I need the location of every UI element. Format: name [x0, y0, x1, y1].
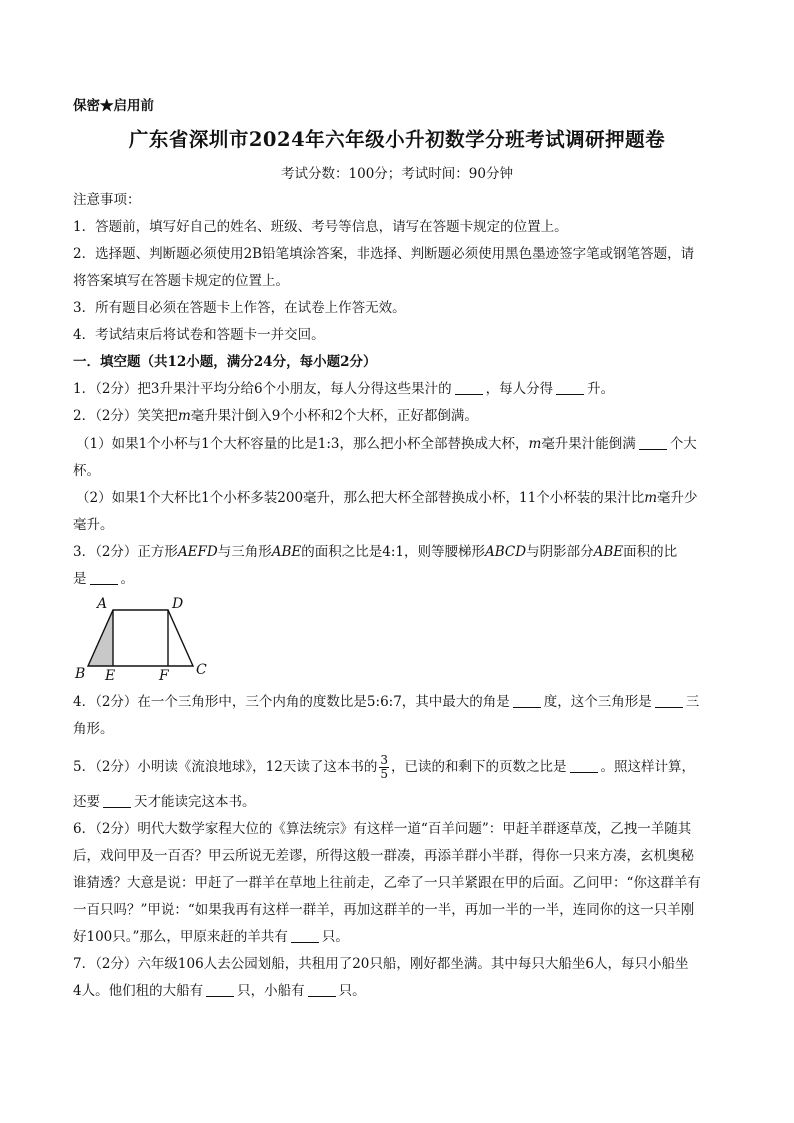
question-6: 6．（2分）明代大数学家程大位的《算法统宗》有这样一道“百羊问题”：甲赶羊群逐草茂，乙拽一羊随其	[73, 821, 692, 837]
vertex-label-b: B	[75, 666, 86, 682]
question-6-cont: 好100只。”那么，甲原来赶的羊共有 只。	[73, 929, 349, 945]
section-heading: 一．填空题（共12小题，满分24分，每小题2分）	[73, 354, 377, 370]
answer-blank[interactable]	[639, 436, 667, 450]
answer-blank[interactable]	[206, 983, 234, 997]
question-3: 3．（2分）正方形AEFD与三角形ABE的面积之比是4:1，则等腰梯形ABCD与阴影部分ABE面积的比	[73, 544, 678, 560]
answer-blank[interactable]	[570, 759, 598, 773]
question-4: 4．（2分）在一个三角形中，三个内角的度数比是5:6:7，其中最大的角是 度，这个三角形是 三	[73, 694, 700, 710]
page-title: 广东省深圳市2024年六年级小升初数学分班考试调研押题卷	[128, 128, 666, 151]
vertex-label-d: D	[172, 596, 184, 612]
question-1: 1．（2分）把3升果汁平均分给6个小朋友，每人分得这些果汁的 ，每人分得 升。	[73, 381, 615, 397]
question-4-cont: 角形。	[73, 721, 114, 737]
question-2-part-2-cont: 毫升。	[73, 517, 114, 533]
question-3-cont: 是 。	[73, 571, 134, 587]
vertex-label-e: E	[105, 668, 116, 682]
notes-heading: 注意事项：	[73, 192, 141, 208]
answer-blank[interactable]	[455, 381, 483, 395]
question-7: 7．（2分）六年级106人去公园划船，共租用了20只船，刚好都坐满。其中每只大船坐6人，每只小船坐	[73, 956, 689, 972]
question-2-part-2: （2）如果1个大杯比1个小杯多装200毫升，那么把大杯全部替换成小杯，11个小杯装的果汁比m毫升少	[76, 490, 698, 506]
question-6-cont: 一百只吗？”甲说：“如果我再有这样一群羊，再加这群羊的一半，再加一半的一半，连同你的这一只羊刚	[73, 902, 695, 918]
question-6-cont: 谁猜透？大意是说：甲赶了一群羊在草地上往前走，乙牵了一只羊紧跟在甲的后面。乙问甲：“你这群羊有	[73, 875, 701, 891]
answer-blank[interactable]	[556, 381, 584, 395]
vertex-label-c: C	[196, 662, 207, 678]
answer-blank[interactable]	[308, 983, 336, 997]
note-item: 将答案填写在答题卡规定的位置上。	[73, 273, 289, 289]
confidential-mark: 保密★启用前	[73, 98, 154, 114]
answer-blank[interactable]	[291, 929, 319, 943]
question-6-cont: 后，戏问甲及一百否？甲云所说无差谬，所得这般一群凑，再添羊群小半群，得你一只来方凑，玄机奥秘	[73, 848, 694, 864]
fraction-three-fifths: $\frac{3}{5}$	[380, 753, 388, 781]
vertex-label-a: A	[97, 596, 108, 612]
note-item: 4．考试结束后将试卷和答题卡一并交回。	[73, 327, 325, 343]
answer-blank[interactable]	[103, 794, 131, 808]
exam-info: 考试分数：100分；考试时间：90分钟	[281, 166, 513, 182]
question-2: 2．（2分）笑笑把m毫升果汁倒入9个小杯和2个大杯，正好都倒满。	[73, 408, 478, 424]
trapezoid-figure	[73, 596, 223, 682]
question-5: 5．（2分）小明读《流浪地球》，12天读了这本书的 $\frac{3}{5}$ ，已读的和剩下的页数之比是 。照这样计算，	[73, 753, 695, 781]
note-item: 3．所有题目必须在答题卡上作答，在试卷上作答无效。	[73, 300, 406, 316]
question-2-part-1-cont: 杯。	[73, 463, 100, 479]
vertex-label-f: F	[159, 668, 169, 682]
question-2-part-1: （1）如果1个小杯与1个大杯容量的比是1:3，那么把小杯全部替换成大杯，m毫升果汁能倒满 个大	[76, 436, 697, 452]
answer-blank[interactable]	[513, 694, 541, 708]
question-7-cont: 4人。他们租的大船有 只，小船有 只。	[73, 983, 366, 999]
note-item: 2．选择题、判断题必须使用2B铅笔填涂答案，非选择、判断题必须使用黑色墨迹签字笔或钢笔答题，请	[73, 246, 695, 262]
question-5-cont: 还要 天才能读完这本书。	[73, 794, 256, 810]
note-item: 1．答题前，填写好自己的姓名、班级、考号等信息，请写在答题卡规定的位置上。	[73, 219, 568, 235]
answer-blank[interactable]	[90, 571, 118, 585]
answer-blank[interactable]	[655, 694, 683, 708]
